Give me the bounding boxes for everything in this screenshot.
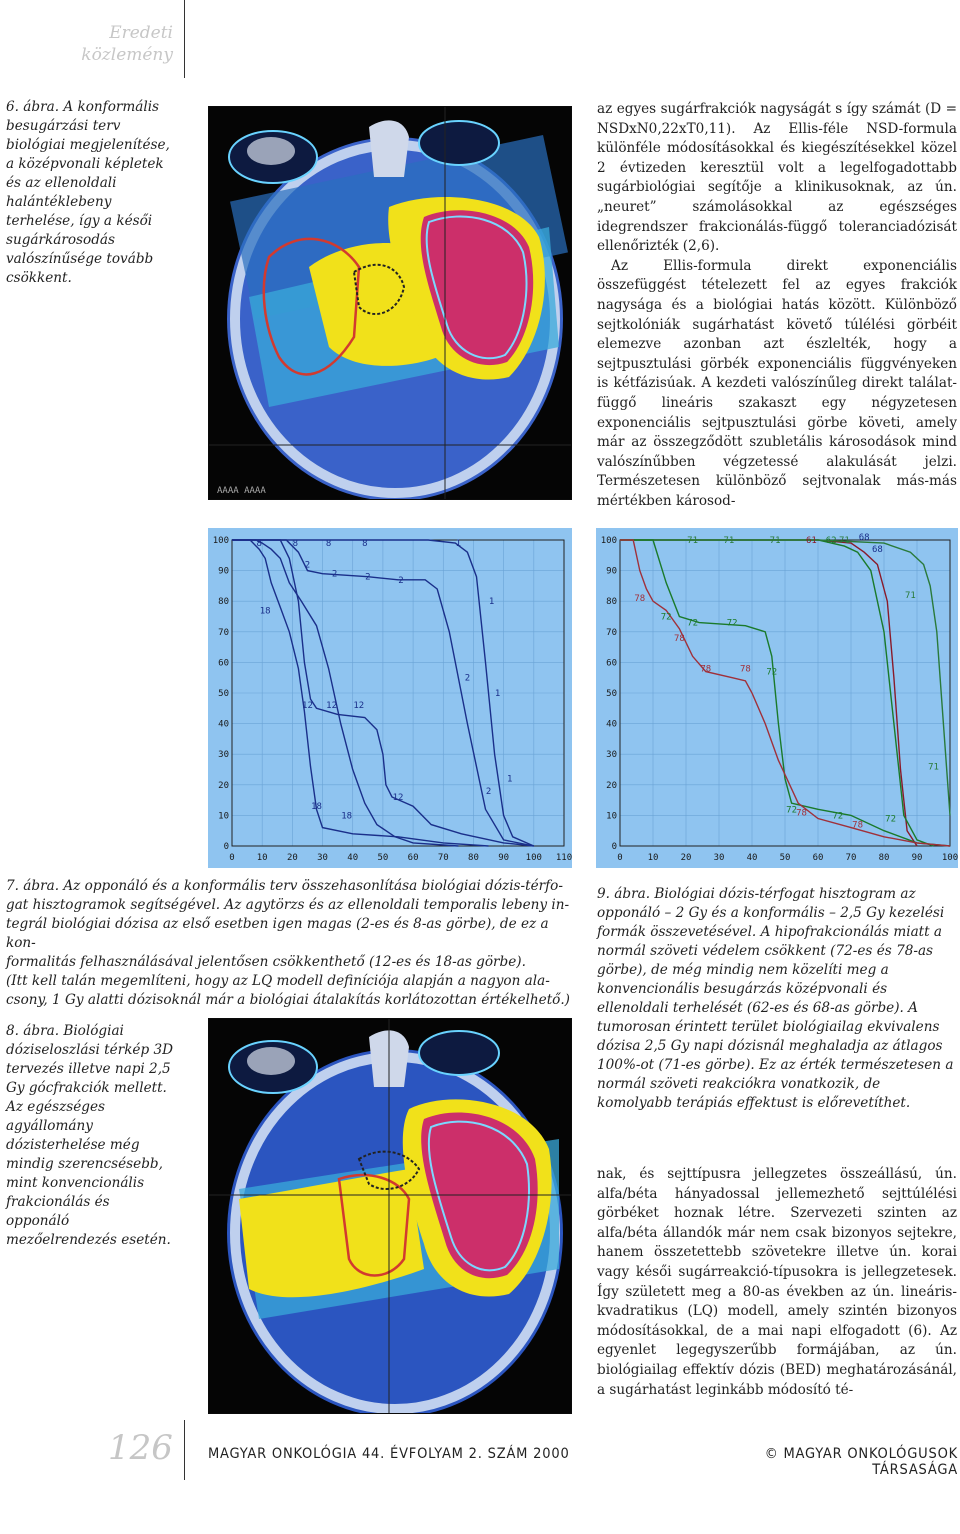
y-tick-label: 90 bbox=[606, 566, 617, 577]
curve-label: 72 bbox=[786, 805, 798, 816]
fig6-dose-map bbox=[208, 106, 572, 500]
y-tick-label: 30 bbox=[606, 750, 617, 761]
y-tick-label: 80 bbox=[606, 597, 617, 608]
y-tick-label: 50 bbox=[218, 689, 229, 699]
y-tick-label: 10 bbox=[606, 811, 617, 822]
curve-label: 71 bbox=[723, 536, 735, 546]
curve-label: 2 bbox=[365, 572, 371, 583]
y-tick-label: 100 bbox=[600, 536, 617, 546]
x-tick-label: 80 bbox=[878, 853, 890, 863]
fig8-caption: 8. ábra. Biológiai dóziseloszlási térkép 3D tervezés illetve napi 2,5 Gy gócfrakciók mellett. Az egészséges agyállomány dózisterhelése még mindig szerencsésebb, mint konvencionális frakcionálás és opponáló mezőelrendezés esetén. bbox=[6, 1023, 174, 1248]
fig8-dose-map bbox=[208, 1018, 572, 1414]
fig7-caption-line: gat hisztogramok segítségével. Az agytörzs és az ellenoldali temporalis lebeny in- bbox=[6, 897, 570, 913]
paragraph-2: Az Ellis-formula direkt exponenciális összefüggést tételezett fel az egyes frakciók nagysága és a biológiai hatás között. Különböző sejtkolóniák sugárhatást követő túlélési görbéit elemezve azonban azt észlelték, hogy a sejtpusztulási görbék exponenciális függvényeken is kétfázisúak. A kezdeti valószínűleg direkt találat-függő lineáris szakaszt egy négyzetesen exponenciális sejtpusztulási görbe követi, amely már az összegződött szubletális károsodások mind valószínűbben végzetessé alakulását jelzi. Természetesen különböző sejtvonalak más-más mértékben károsod- bbox=[597, 257, 957, 509]
curve-label: 2 bbox=[485, 786, 492, 797]
y-tick-label: 10 bbox=[218, 811, 229, 822]
y-tick-label: 20 bbox=[606, 780, 617, 791]
paragraph-3: nak, és sejttípusra jellegzetes összeállású, ún. alfa/béta hányadossal jellemezhető sejttúlélési görbéket hoznak létre. Szervezeti szinten az alfa/béta állandók már nem csak bizonyos sejtekre, hanem összetettebb szövetekre illetve ún. korai vagy késői sugárreakció-típusokra is jellegzetesek. Így született meg a 80-as években az ún. lineáris-kvadratikus (LQ) modell, amely szintén bizonyos módosításokkal, de a mai napi elfogadott (6). Az egyenlet legegyszerűbb formájában, az ún. biológiailag effektív dózis (BED) meghatározásánál, a sugárhatást leginkább módosító té- bbox=[597, 1166, 957, 1398]
curve-label: 2 bbox=[304, 560, 311, 571]
x-tick-label: 90 bbox=[911, 853, 923, 863]
y-tick-label: 80 bbox=[218, 597, 229, 608]
curve-label: 1 bbox=[494, 689, 501, 699]
curve-label: 2 bbox=[331, 569, 338, 580]
curve-label: 78 bbox=[634, 594, 646, 605]
fig7-caption-line: (Itt kell talán megemlíteni, hogy az LQ modell definíciója alapján a nagyon ala- bbox=[6, 973, 550, 989]
curve-label: 2 bbox=[464, 673, 471, 684]
y-tick-label: 0 bbox=[611, 842, 617, 852]
curve-label: 71 bbox=[904, 591, 916, 602]
x-tick-label: 60 bbox=[812, 853, 824, 863]
fig7-dvh-svg bbox=[208, 528, 572, 868]
curve-label: 12 bbox=[353, 701, 365, 712]
page-number: 126 bbox=[108, 1428, 173, 1468]
fig8-dose-map-image bbox=[209, 1019, 571, 1413]
x-tick-label: 90 bbox=[498, 853, 510, 863]
body-text-top bbox=[597, 100, 957, 511]
x-tick-label: 10 bbox=[256, 853, 268, 863]
svg-text:AAAA AAAA: AAAA AAAA bbox=[217, 486, 266, 496]
x-tick-label: 0 bbox=[229, 853, 235, 863]
curve-label: 18 bbox=[259, 606, 271, 617]
curve-label: 78 bbox=[852, 820, 864, 831]
fig7-dvh-chart bbox=[208, 528, 572, 868]
curve-label: 78 bbox=[739, 664, 751, 675]
curve-label: 8 bbox=[325, 539, 332, 550]
curve-label: 8 bbox=[362, 539, 368, 550]
curve-label: 12 bbox=[302, 701, 313, 712]
fig6-caption: 6. ábra. A konformális besugárzási terv biológiai megjelenítése, a középvonali képletek és az ellenoldali halántéklebeny terhelése, így a késői sugárkárosodás valószínűsége tovább csökkent. bbox=[6, 99, 170, 286]
curve-label: 12 bbox=[326, 701, 338, 712]
curve-label: 1 bbox=[506, 774, 513, 785]
fig6-dose-map-image bbox=[209, 107, 571, 499]
paragraph-1: az egyes sugárfrakciók nagyságát s így számát (D = NSDxN0,22xT0,11). Az Ellis-féle NSD-formula különféle módosításokkal és kiegészítésekkel közel 2 évtizeden keresztül volt a legelfogadottabb sugárbiológiai segítője a klinikusoknak, az ún. „neuret” számolásokkal az egészséges idegrendszer frakcionálás-függő toleranciadózisát ellenőrizték (2,6). bbox=[597, 101, 957, 255]
fig7-caption-line: csony, 1 Gy alatti dózisoknál már a biológiai átalakítás korlátozottan értékelhető.) bbox=[6, 992, 570, 1008]
y-tick-label: 20 bbox=[218, 780, 229, 791]
x-tick-label: 100 bbox=[941, 853, 958, 863]
fig9-dvh-chart bbox=[596, 528, 958, 868]
section-label: Eredeti közlemény bbox=[81, 23, 173, 65]
curve-label: 72 bbox=[766, 667, 778, 678]
curve-label: 71 bbox=[838, 536, 850, 546]
body-text-bottom bbox=[597, 1165, 957, 1400]
y-tick-label: 0 bbox=[223, 842, 229, 852]
x-tick-label: 70 bbox=[437, 853, 449, 863]
x-tick-label: 50 bbox=[779, 853, 791, 863]
x-tick-label: 80 bbox=[468, 853, 479, 863]
curve-label: 18 bbox=[341, 811, 353, 822]
x-tick-label: 70 bbox=[845, 853, 857, 863]
curve-label: 1 bbox=[455, 539, 462, 550]
y-tick-label: 100 bbox=[212, 536, 229, 546]
x-tick-label: 30 bbox=[713, 853, 725, 863]
x-tick-label: 40 bbox=[746, 853, 758, 863]
curve-label: 78 bbox=[673, 633, 685, 644]
x-tick-label: 0 bbox=[617, 853, 623, 863]
curve-label: 18 bbox=[311, 802, 322, 813]
y-tick-label: 70 bbox=[218, 627, 229, 638]
curve-label: 72 bbox=[660, 612, 672, 623]
y-tick-label: 50 bbox=[606, 689, 617, 699]
curve-label: 12 bbox=[392, 793, 404, 804]
y-tick-label: 60 bbox=[606, 658, 617, 669]
x-tick-label: 10 bbox=[647, 853, 659, 863]
curve-label: 8 bbox=[292, 539, 299, 550]
header-rule bbox=[184, 0, 185, 78]
y-tick-label: 60 bbox=[218, 658, 229, 669]
fig9-dvh-svg bbox=[596, 528, 958, 868]
y-tick-label: 90 bbox=[218, 566, 229, 577]
x-tick-label: 60 bbox=[407, 853, 419, 863]
curve-label: 8 bbox=[256, 539, 262, 550]
curve-label: 72 bbox=[885, 814, 897, 825]
curve-label: 2 bbox=[398, 575, 404, 586]
curve-label: 68 bbox=[871, 545, 883, 556]
curve-label: 78 bbox=[700, 664, 712, 675]
x-tick-label: 50 bbox=[377, 853, 389, 863]
curve-label: 71 bbox=[928, 762, 939, 773]
curve-label: 72 bbox=[832, 811, 844, 822]
curve-label: 1 bbox=[488, 597, 495, 608]
x-tick-label: 40 bbox=[347, 853, 359, 863]
journal-info: MAGYAR ONKOLÓGIA 44. ÉVFOLYAM 2. SZÁM 2000 bbox=[208, 1446, 570, 1462]
y-tick-label: 40 bbox=[606, 719, 617, 730]
fig7-caption-line: formalitás felhasználásával jelentősen csökkenthető (12-es és 18-as görbe). bbox=[6, 954, 526, 970]
y-tick-label: 40 bbox=[218, 719, 229, 730]
footer-rule bbox=[184, 1420, 185, 1480]
curve-label: 72 bbox=[687, 618, 699, 629]
copyright: © MAGYAR ONKOLÓGUSOK TÁRSASÁGA bbox=[764, 1446, 958, 1478]
x-tick-label: 110 bbox=[555, 853, 572, 863]
fig9-caption: 9. ábra. Biológiai dózis-térfogat hisztogram az opponáló – 2 Gy és a konformális – 2,5 Gy kezelési formák összevetésével. A hipofrakcionálás miatt a normál szöveti védelem csökkent (72-es és 78-as görbe), de még mindig nem közelíti meg a konvencionális besugárzás középvonali és ellenoldali terhelését (62-es és 68-as görbe). A tumorosan érintett terület biológiailag ekvivalens dózisa 2,5 Gy napi dózisnál meghaladja az átlagos 100%-ot (71-es görbe). Ez az érték természetesen a normál szöveti reakciókra vonatkozik, de komolyabb terápiás effektust is előrevetíthet. bbox=[597, 886, 954, 1111]
x-tick-label: 20 bbox=[286, 853, 298, 863]
fig7-caption-line: tegrál biológiai dózisa az első esetben igen magas (2-es és 8-as görbe), de ez a kon- bbox=[6, 916, 549, 951]
curve-label: 71 bbox=[769, 536, 781, 546]
x-tick-label: 30 bbox=[317, 853, 328, 863]
y-tick-label: 30 bbox=[218, 750, 229, 761]
y-tick-label: 70 bbox=[606, 627, 617, 638]
fig7-caption-line: 7. ábra. Az opponáló és a konformális terv összehasonlítása biológiai dózis-térfo- bbox=[6, 878, 563, 894]
curve-label: 68 bbox=[858, 532, 870, 543]
curve-label: 62 bbox=[825, 536, 837, 546]
x-tick-label: 20 bbox=[680, 853, 692, 863]
x-tick-label: 100 bbox=[525, 853, 542, 863]
curve-label: 72 bbox=[726, 618, 738, 629]
curve-label: 78 bbox=[796, 808, 807, 819]
curve-label: 71 bbox=[687, 536, 699, 546]
fig7-caption bbox=[6, 877, 580, 1010]
curve-label: 61 bbox=[805, 536, 817, 546]
